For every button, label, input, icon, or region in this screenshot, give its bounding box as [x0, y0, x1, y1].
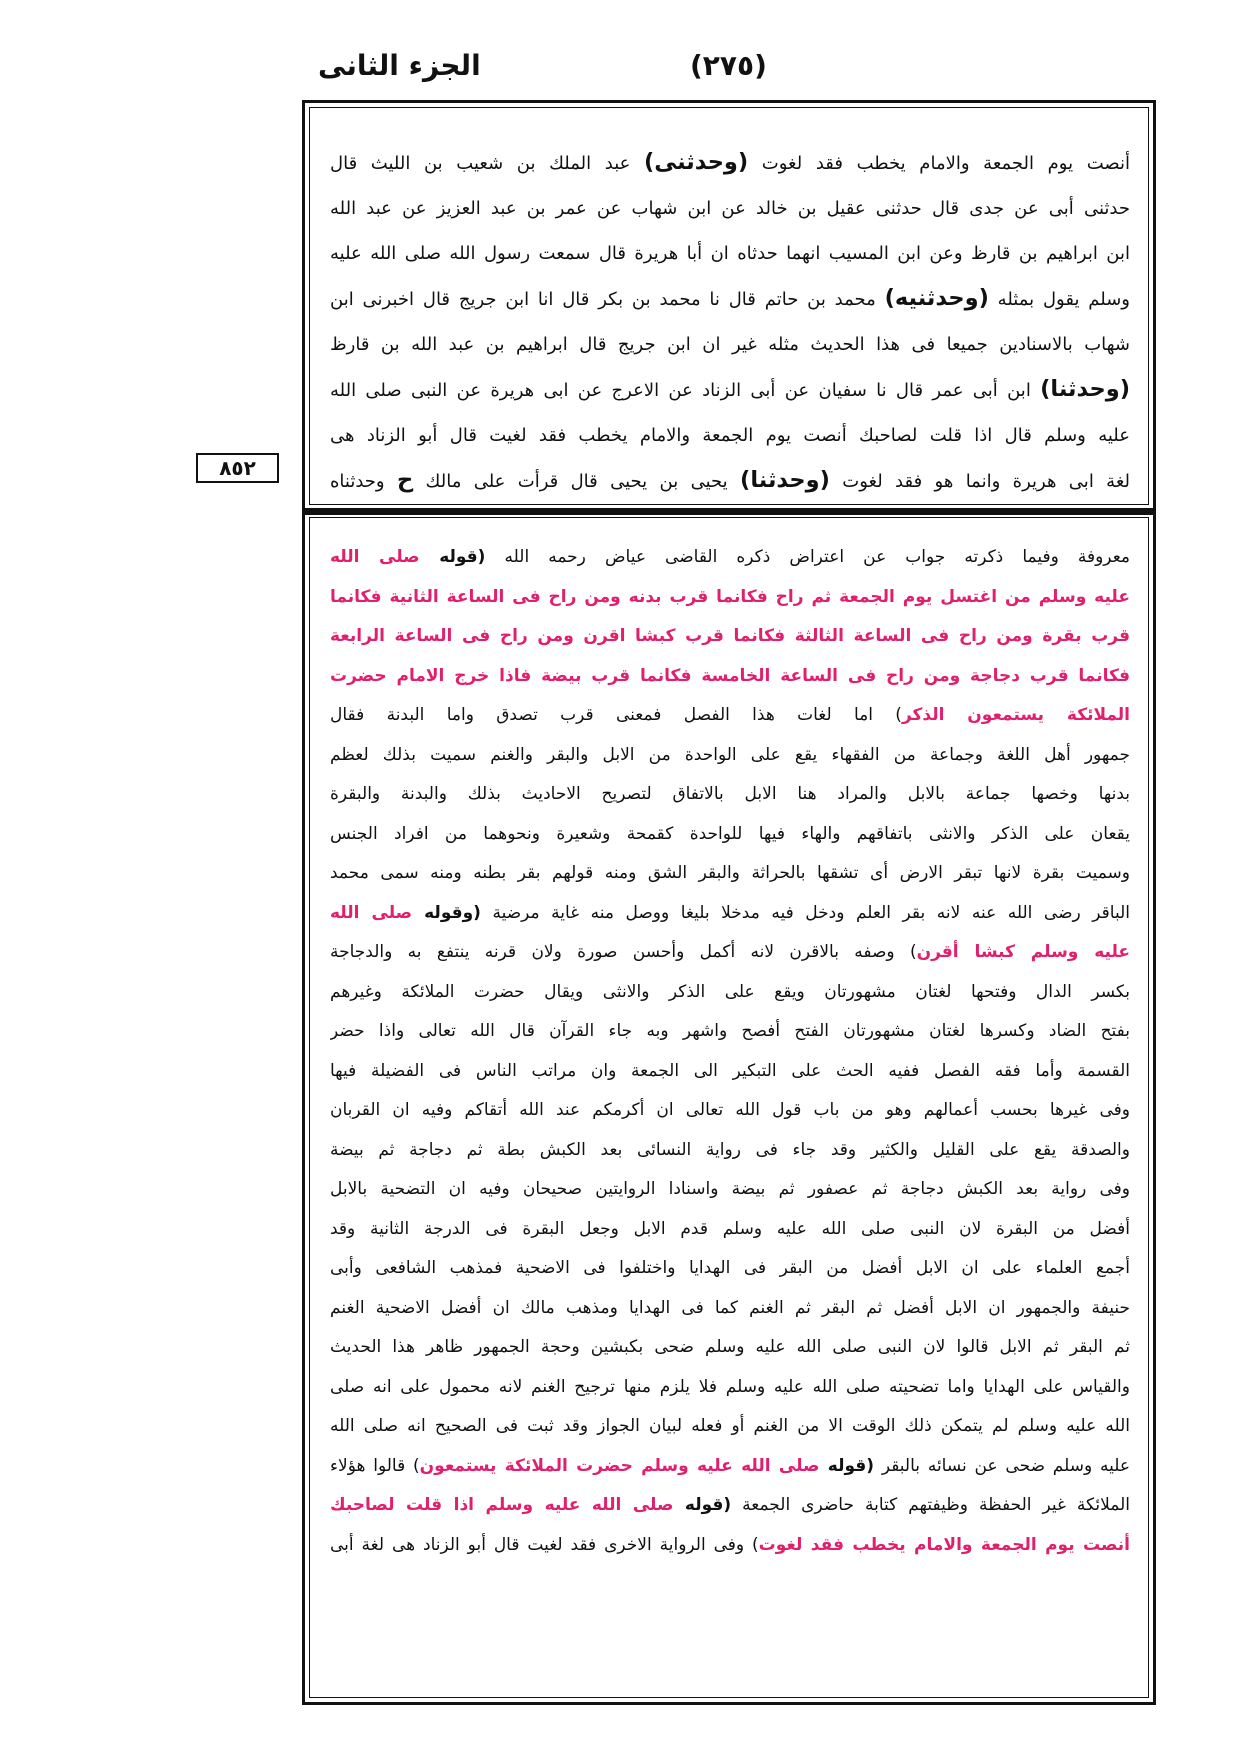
narration-marker: (وحدثنيه): [884, 285, 989, 311]
text-run: جمهور أهل اللغة وجماعة من الفقهاء يقع على الواحدة من الابل والبقر والغنم سميت بذلك لعظم: [330, 744, 1130, 765]
hadith-number-box: ٨٥٢: [196, 453, 279, 483]
text-line: [330, 1289, 1130, 1329]
text-line: [330, 1131, 1130, 1171]
text-run: ) قالوا هؤلاء: [330, 1455, 420, 1476]
narration-marker: ح: [396, 467, 414, 493]
text-line: [330, 1170, 1130, 1210]
text-line: [330, 775, 1130, 815]
text-line: [330, 854, 1130, 894]
sharh-text: [330, 538, 1130, 1565]
text-line: [330, 617, 1130, 657]
text-line: [330, 696, 1130, 736]
text-line: [330, 231, 1130, 276]
text-run: والصدقة يقع على القليل والكثير وقد جاء فى رواية النسائى بعد الكبش بطة ثم دجاجة ثم بيضة: [330, 1139, 1130, 1160]
highlighted-quote: عليه وسلم من اغتسل يوم الجمعة ثم راح فكانما قرب بدنه ومن راح فى الساعة الثانية فكانما: [330, 586, 1130, 607]
text-line: [330, 322, 1130, 367]
page-number: (٢٧٥): [690, 49, 767, 82]
text-run: ) اما لغات هذا الفصل فمعنى قرب تصدق واما البدنة فقال: [330, 705, 902, 725]
text-line: [330, 815, 1130, 855]
highlighted-quote: صلى الله عليه وسلم اذا قلت لصاحبك: [330, 1495, 674, 1515]
text-run: أنصت يوم الجمعة والامام يخطب فقد لغوت: [748, 153, 1130, 174]
highlighted-quote: عليه وسلم كبشا أقرن: [916, 942, 1130, 962]
text-line: [330, 1091, 1130, 1131]
text-line: [330, 578, 1130, 618]
text-line: [330, 657, 1130, 697]
matn-text: [330, 140, 1130, 504]
text-line: [330, 1249, 1130, 1289]
text-run: ثم البقر ثم الابل قالوا لان النبى صلى الله عليه وسلم ضحى بكبشين وحجة الجمهور ظاهر هذا الحديث: [330, 1337, 1130, 1357]
text-run: شهاب بالاسنادين جميعا فى هذا الحديث مثله غير ان ابن جريج قال ابراهيم بن عبد الله بن قارظ: [330, 334, 1130, 355]
highlighted-quote: الملائكة يستمعون الذكر: [901, 705, 1130, 725]
text-run: ) وصفه بالاقرن لانه أكمل وأحسن صورة ولان قرنه ينتفع به والدجاجة: [330, 942, 917, 962]
text-line: [330, 1328, 1130, 1368]
text-line: [330, 736, 1130, 776]
text-run: ) وفى الرواية الاخرى فقد لغيت قال أبو الزناد هى لغة أبى: [330, 1534, 759, 1555]
text-run: وفى رواية بعد الكبش دجاجة ثم عصفور ثم بيضة واسنادا الروايتين صحيحان وفيه ان التضحية بالابل: [330, 1179, 1130, 1199]
text-run: حنيفة والجمهور ان الابل أفضل ثم البقر ثم الغنم كما فى الهدايا ومذهب مالك ان أفضل الاضحية الغنم: [330, 1297, 1130, 1318]
text-run: أفضل من البقرة لان النبى صلى الله عليه وسلم قدم الابل وجعل البقرة فى الدرجة الثانية وقد: [330, 1218, 1130, 1239]
highlighted-quote: صلى الله عليه وسلم حضرت الملائكة يستمعون: [419, 1455, 820, 1476]
text-run: معروفة وفيما ذكرته جواب عن اعتراض ذكره القاضى عياض رحمه الله: [485, 547, 1130, 567]
text-line: [330, 1407, 1130, 1447]
highlighted-quote: قرب بقرة ومن راح فى الساعة الثالثة فكانما قرب كبشا اقرن ومن راح فى الساعة الرابعة: [330, 626, 1130, 646]
text-line: [330, 894, 1130, 934]
text-run: وسميت بقرة لانها تبقر الارض أى تشقها بالحراثة والبقر الشق ومنه قولهم بقر بطنه ومنه سمى محمد: [330, 863, 1130, 883]
text-line: [330, 276, 1130, 322]
text-run: بكسر الدال وفتحها لغتان مشهورتان ويقع على الذكر والانثى ويقال حضرت الملائكة وغيرهم: [330, 981, 1130, 1002]
text-run: (قوله: [419, 547, 486, 567]
text-run: الباقر رضى الله عنه لانه بقر العلم ودخل فيه مدخلا بليغا ووصل منه غاية مرضية: [480, 902, 1130, 923]
text-line: [330, 1210, 1130, 1250]
narration-marker: (وحدثنا): [1040, 376, 1130, 402]
highlighted-quote: أنصت يوم الجمعة والامام يخطب فقد لغوت: [758, 1534, 1130, 1555]
highlighted-quote: صلى الله: [330, 547, 420, 567]
text-run: عبد الملك بن شعيب بن الليث قال: [330, 153, 645, 174]
text-run: بفتح الضاد وكسرها لغتان مشهورتان الفتح أفصح واشهر وبه جاء القرآن قال الله تعالى واذا حضر: [330, 1021, 1130, 1041]
text-line: [330, 1012, 1130, 1052]
text-run: محمد بن حاتم قال نا محمد بن بكر قال انا ابن جريج قال اخبرنى ابن: [330, 289, 885, 310]
text-run: (قوله: [673, 1495, 732, 1515]
text-line: [330, 140, 1130, 186]
text-run: الملائكة غير الحفظة وظيفتهم كتابة حاضرى الجمعة: [731, 1495, 1130, 1515]
text-line: [330, 1447, 1130, 1487]
highlighted-quote: صلى الله: [330, 902, 413, 923]
narration-marker: (وحدثنا): [740, 467, 830, 493]
text-run: بدنها وخصها جماعة بالابل والمراد هنا الابل بالاتفاق لتصريح الاحاديث بذلك والبدنة والبقرة: [330, 784, 1130, 804]
text-run: وسلم يقول بمثله: [988, 289, 1130, 310]
text-line: [330, 1052, 1130, 1092]
text-line: [330, 367, 1130, 413]
text-line: [330, 1486, 1130, 1526]
text-run: والقياس على الهدايا واما تضحيته صلى الله عليه وسلم فلا يلزم منها ترجيح الغنم لانه محمول على انه صلى: [330, 1376, 1130, 1397]
volume-title: الجزء الثانى: [318, 49, 481, 82]
text-line: [330, 186, 1130, 231]
text-run: ابن ابراهيم بن قارظ وعن ابن المسيب انهما حدثاه ان أبا هريرة قال سمعت رسول الله صلى الله عليه: [330, 243, 1130, 264]
text-run: القسمة وأما فقه الفصل ففيه الحث على التبكير الى الجمعة وان مراتب الناس فى الفضيلة فيها: [330, 1060, 1130, 1081]
narration-marker: (وحدثنى): [644, 149, 749, 175]
text-run: وحدثناه: [330, 471, 397, 492]
text-run: عليه وسلم قال اذا قلت لصاحبك أنصت يوم الجمعة والامام يخطب فقد لغيت قال أبو الزناد هى: [330, 425, 1130, 446]
text-line: [330, 973, 1130, 1013]
text-line: [330, 1526, 1130, 1566]
text-run: (وقوله: [412, 902, 481, 923]
text-run: ابن أبى عمر قال نا سفيان عن أبى الزناد عن الاعرج عن ابى هريرة عن النبى صلى الله: [330, 380, 1041, 401]
text-run: وفى غيرها بحسب أعمالهم وهو من باب قول الله تعالى ان أكرمكم عند الله أتقاكم وفيه ان القربان: [330, 1100, 1130, 1120]
text-line: [330, 933, 1130, 973]
text-run: يقعان على الذكر والانثى باتفاقهم والهاء فيها للواحدة كقمحة وشعيرة ونحوهما من افراد الجنس: [330, 823, 1130, 844]
text-line: [330, 1368, 1130, 1408]
text-line: [330, 538, 1130, 578]
text-run: لغة ابى هريرة وانما هو فقد لغوت: [829, 471, 1130, 492]
text-run: يحيى بن يحيى قال قرأت على مالك: [413, 471, 741, 492]
text-run: عليه وسلم ضحى عن نسائه بالبقر: [874, 1455, 1130, 1476]
text-run: (قوله: [819, 1455, 875, 1476]
text-run: الله عليه وسلم لم يتمكن ذلك الوقت الا من الغنم أو فعله لبيان الجواز وقد ثبت فى الصحيح انه صلى الله: [330, 1416, 1130, 1436]
text-line: [330, 413, 1130, 458]
highlighted-quote: فكانما قرب دجاجة ومن راح فى الساعة الخامسة فكانما قرب بيضة فاذا خرج الامام حضرت: [330, 665, 1130, 686]
text-run: أجمع العلماء على ان الابل أفضل من البقر فى الهدايا واختلفوا فى الاضحية فمذهب الشافعى وأبى: [330, 1258, 1130, 1278]
text-line: [330, 458, 1130, 504]
text-run: حدثنى أبى عن جدى قال حدثنى عقيل بن خالد عن ابن شهاب عن عمر بن عبد العزيز عن عبد الله: [330, 198, 1130, 219]
